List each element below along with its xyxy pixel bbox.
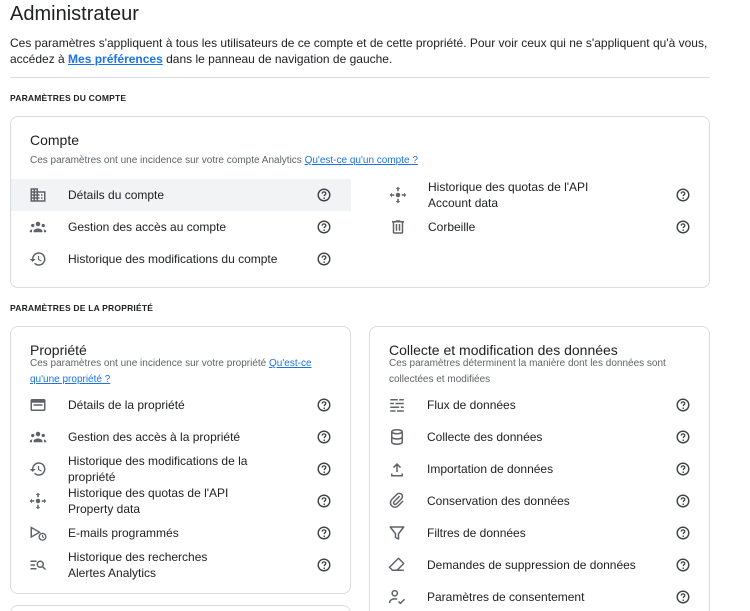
help-icon[interactable]	[317, 462, 331, 476]
quota-icon	[389, 186, 407, 204]
data-streams-item[interactable]	[370, 389, 709, 421]
consent-settings-label: Paramètres de consentement	[427, 590, 585, 604]
trash-icon	[389, 218, 407, 236]
data-import-label: Importation de données	[427, 462, 554, 476]
api-quota-line2: Account data	[428, 196, 499, 210]
help-icon[interactable]	[317, 398, 331, 412]
help-icon[interactable]	[676, 590, 690, 604]
help-icon[interactable]	[317, 220, 331, 234]
help-icon[interactable]	[676, 188, 690, 202]
data-card-subtitle	[389, 356, 689, 388]
help-icon[interactable]	[676, 526, 690, 540]
account-card-subtitle	[30, 153, 418, 169]
property-history-line1: Historique des modifications de la	[68, 454, 248, 468]
data-retention-item[interactable]	[370, 485, 709, 517]
property-api-quota-item[interactable]	[11, 485, 351, 517]
intro-text-start: Ces paramètres s'appliquent à tous les utilisateurs de ce compte et de cette propriété. Pour voir ceux qui ne s'appliquent qu'à vous, accédez à	[10, 36, 708, 66]
eraser-icon	[388, 556, 406, 574]
divider	[10, 77, 710, 78]
data-card-subtitle-line2: collectées et modifiées	[389, 374, 491, 385]
help-icon[interactable]	[317, 430, 331, 444]
upload-icon	[388, 460, 406, 478]
account-card	[10, 116, 710, 288]
data-collection-label: Collecte des données	[427, 430, 543, 444]
help-icon[interactable]	[317, 188, 331, 202]
account-details-label: Détails du compte	[68, 188, 165, 202]
account-access-label: Gestion des accès au compte	[68, 220, 227, 234]
history-icon	[29, 460, 47, 478]
help-icon[interactable]	[317, 558, 331, 572]
property-details-item[interactable]	[11, 389, 351, 421]
property-card-subtitle-text: Ces paramètres ont une incidence sur votre propriété	[30, 358, 267, 369]
search-history-line2: Alertes Analytics	[68, 566, 157, 580]
data-import-item[interactable]	[370, 453, 709, 485]
help-icon[interactable]	[676, 494, 690, 508]
search-list-icon	[29, 556, 47, 574]
search-history-line1: Historique des recherches	[68, 550, 208, 564]
data-deletion-item[interactable]	[370, 549, 709, 581]
property-details-label: Détails de la propriété	[68, 398, 185, 412]
property-quota-line1: Historique des quotas de l'API	[68, 486, 229, 500]
property-card-subtitle	[30, 356, 330, 388]
history-icon	[29, 250, 47, 268]
trash-item[interactable]	[371, 211, 710, 243]
property-access-item[interactable]	[11, 421, 351, 453]
my-preferences-link[interactable]: Mes préférences	[68, 52, 163, 66]
people-icon	[29, 428, 47, 446]
account-history-item[interactable]	[11, 243, 351, 275]
retention-icon	[388, 492, 406, 510]
property-history-line2: propriété	[68, 470, 116, 484]
account-api-quota-label	[428, 179, 588, 211]
account-api-quota-item[interactable]	[371, 179, 710, 211]
account-card-title: Compte	[30, 132, 80, 148]
scheduled-emails-item[interactable]	[11, 517, 351, 549]
consent-settings-item[interactable]	[370, 581, 709, 611]
help-icon[interactable]	[676, 558, 690, 572]
what-is-property-link[interactable]: Qu'est-ce qu'une propriété ?	[30, 358, 312, 385]
quota-icon	[29, 492, 47, 510]
next-card	[10, 605, 351, 611]
account-history-label: Historique des modifications du compte	[68, 252, 278, 266]
property-api-quota-label	[68, 485, 228, 517]
api-quota-line1: Historique des quotas de l'API	[428, 180, 589, 194]
help-icon[interactable]	[676, 430, 690, 444]
data-streams-label: Flux de données	[427, 398, 516, 412]
scheduled-email-icon	[29, 524, 47, 542]
account-details-item[interactable]	[11, 179, 351, 211]
scheduled-emails-label: E-mails programmés	[68, 526, 179, 540]
help-icon[interactable]	[317, 494, 331, 508]
building-icon	[29, 186, 47, 204]
help-icon[interactable]	[676, 462, 690, 476]
account-section-title: PARAMÈTRES DU COMPTE	[10, 93, 127, 103]
data-card-subtitle-line1: Ces paramètres déterminent la manière dont les données sont	[389, 358, 666, 369]
consent-icon	[388, 588, 406, 606]
data-retention-label: Conservation des données	[427, 494, 570, 508]
help-icon[interactable]	[676, 398, 690, 412]
search-history-label	[68, 549, 207, 581]
account-access-item[interactable]	[11, 211, 351, 243]
database-icon	[388, 428, 406, 446]
people-icon	[29, 218, 47, 236]
property-history-label	[68, 453, 247, 485]
data-streams-icon	[388, 396, 406, 414]
intro-text-end: dans le panneau de navigation de gauche.	[166, 52, 393, 66]
data-card-title: Collecte et modification des données	[389, 342, 618, 358]
browser-icon	[29, 396, 47, 414]
data-collection-item[interactable]	[370, 421, 709, 453]
intro-text	[10, 35, 715, 67]
data-filters-item[interactable]	[370, 517, 709, 549]
help-icon[interactable]	[676, 220, 690, 234]
filter-icon	[388, 524, 406, 542]
help-icon[interactable]	[317, 526, 331, 540]
data-collection-card	[369, 326, 710, 611]
page-title: Administrateur	[10, 3, 139, 25]
data-filters-label: Filtres de données	[427, 526, 526, 540]
search-history-item[interactable]	[11, 549, 351, 581]
help-icon[interactable]	[317, 252, 331, 266]
property-quota-line2: Property data	[68, 502, 141, 516]
property-section-title: PARAMÈTRES DE LA PROPRIÉTÉ	[10, 303, 154, 313]
account-card-subtitle-text: Ces paramètres ont une incidence sur votre compte Analytics	[30, 155, 302, 166]
property-card	[10, 326, 351, 594]
trash-label: Corbeille	[428, 220, 476, 234]
data-deletion-label: Demandes de suppression de données	[427, 558, 636, 572]
property-access-label: Gestion des accès à la propriété	[68, 430, 241, 444]
what-is-account-link[interactable]: Qu'est-ce qu'un compte ?	[304, 155, 418, 166]
property-history-item[interactable]	[11, 453, 351, 485]
property-card-title: Propriété	[30, 342, 87, 358]
